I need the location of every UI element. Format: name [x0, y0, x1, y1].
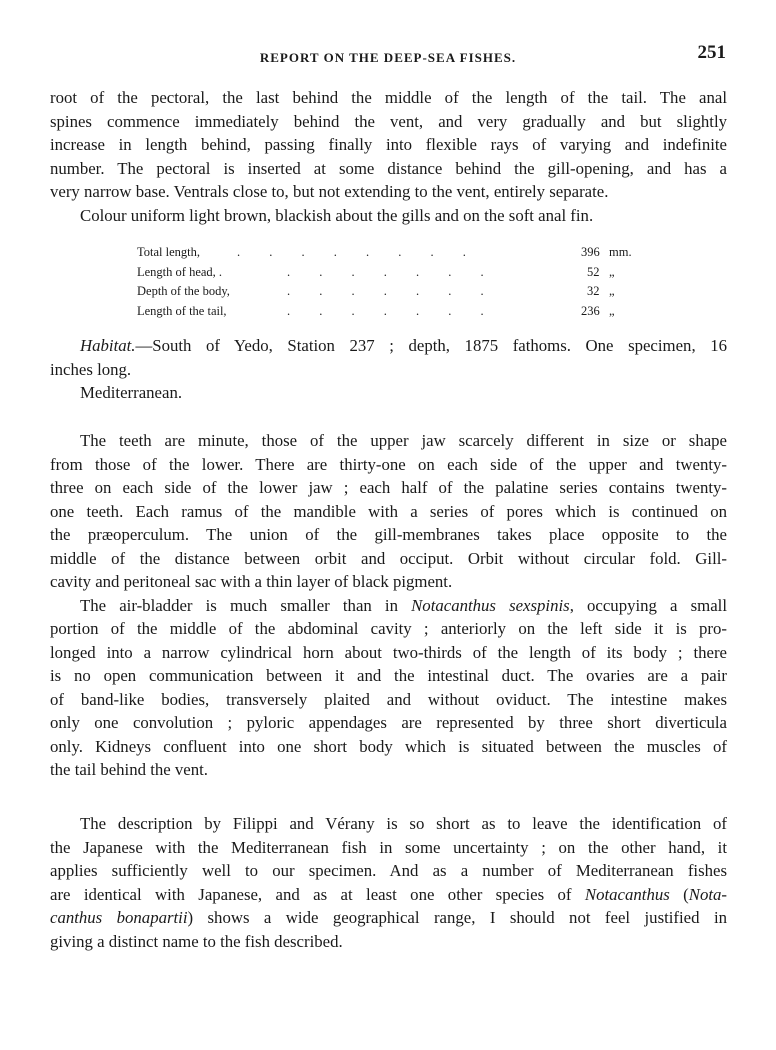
text-line	[50, 906, 727, 930]
text-line: one teeth. Each ramus of the mandible with a series of pores which is continued on	[50, 501, 727, 521]
text-line	[50, 594, 727, 618]
measurement-unit: „	[609, 284, 615, 298]
text-line: only. Kidneys confluent into one short body which is situated between the muscles of	[50, 736, 727, 756]
text-line: only one convolution ; pyloric appendages are represented by three short diverticula	[50, 713, 727, 732]
text-line: Mediterranean.	[80, 383, 183, 402]
measurement-row	[137, 302, 637, 322]
measurement-row	[137, 263, 637, 283]
measurement-label: Length of the tail,	[137, 303, 227, 318]
habitat-label: Habitat.	[80, 336, 136, 355]
text-line: is no open communication between it and the intestinal duct. The ovaries are a pair	[50, 666, 727, 685]
leader-dots: . . . . . . .	[287, 284, 497, 298]
text-line: longed into a narrow cylindrical horn about two-thirds of the length of its body ; there	[50, 642, 727, 662]
habitat-paragraph	[50, 334, 727, 405]
measurement-unit: mm.	[609, 245, 632, 259]
text-segment: , occupying a small	[569, 595, 727, 615]
measurement-value: 32	[587, 284, 600, 298]
text-line: increase in length behind, passing finally into flexible rays of varying and indefinite	[50, 135, 727, 154]
text-line: giving a distinct name to the fish described.	[50, 931, 343, 951]
text-line: spines commence immediately behind the vent, and very gradually and but slightly	[50, 111, 727, 131]
leader-dots: . . . . . . .	[287, 303, 497, 318]
measurements-table	[137, 243, 637, 321]
text-line: the tail behind the vent.	[50, 760, 208, 779]
text-segment: (	[669, 884, 689, 904]
species-name-end: canthus bonapartii	[50, 908, 188, 927]
text-line: The description by Filippi and Vérany is so short as to leave the identification of	[80, 814, 727, 833]
paragraph-description	[50, 812, 727, 953]
text-line	[50, 334, 727, 358]
text-line	[50, 883, 727, 907]
page-number: 251	[697, 42, 726, 63]
text-line: inches long.	[50, 359, 132, 379]
text-line: of band-like bodies, transversely plaited and without oviduct. The intestine makes	[50, 689, 727, 709]
text-segment: are identical with Japanese, and as at least one other species of	[50, 884, 585, 904]
text-line: root of the pectoral, the last behind the middle of the length of the tail. The anal	[50, 88, 727, 107]
text-line: number. The pectoral is inserted at some distance behind the gill-opening, and has a	[50, 158, 727, 178]
leader-dots: . . . . . . . .	[237, 245, 479, 259]
text-line: cavity and peritoneal sac with a thin layer of black pigment.	[50, 572, 453, 591]
measurement-value: 396	[581, 245, 600, 259]
text-line: the præoperculum. The union of the gill-membranes takes place opposite to the	[50, 525, 727, 544]
measurement-label: Depth of the body,	[137, 284, 230, 298]
species-name-start: Nota-	[688, 884, 727, 904]
measurement-row	[137, 282, 637, 302]
text-line: applies sufficiently well to our specimen. And as a number of Mediterranean fishes	[50, 861, 727, 880]
measurement-value: 52	[587, 264, 600, 279]
measurement-label: Total length,	[137, 245, 201, 259]
paragraph-teeth	[50, 429, 727, 782]
measurement-value: 236	[581, 303, 600, 318]
text-line: three on each side of the lower jaw ; each half of the palatine series contains twenty-	[50, 478, 727, 497]
genus-name: Notacanthus	[584, 884, 670, 904]
text-segment: The air-bladder is much smaller than in	[80, 595, 412, 615]
text-segment: ) shows a wide geographical range, I should not feel justified in	[187, 908, 727, 927]
measurement-unit: „	[609, 303, 615, 318]
text-line: Colour uniform light brown, blackish about the gills and on the soft anal fin.	[80, 205, 594, 225]
leader-dots: . . . . . . .	[287, 264, 497, 279]
habitat-text: —South of Yedo, Station 237 ; depth, 1875 fathoms. One specimen, 16	[135, 336, 727, 355]
text-line: The teeth are minute, those of the upper jaw scarcely different in size or shape	[80, 431, 727, 450]
paragraph-fins	[50, 86, 727, 227]
text-line: the Japanese with the Mediterranean fish in some uncertainty ; on the other hand, it	[50, 837, 727, 857]
text-line: middle of the distance between orbit and occiput. Orbit without circular fold. Gill-	[50, 548, 727, 568]
text-line: portion of the middle of the abdominal cavity ; anteriorly on the left side it is pro-	[50, 619, 727, 638]
measurement-label: Length of head, .	[137, 264, 223, 279]
text-line: very narrow base. Ventrals close to, but not extending to the vent, entirely separate.	[50, 182, 609, 201]
measurement-row	[137, 243, 637, 263]
measurement-unit: „	[609, 264, 615, 279]
running-header: REPORT ON THE DEEP-SEA FISHES.	[259, 50, 517, 65]
text-line: from those of the lower. There are thirty-one on each side of the upper and twenty-	[50, 454, 727, 474]
species-name: Notacanthus sexspinis	[411, 595, 570, 615]
